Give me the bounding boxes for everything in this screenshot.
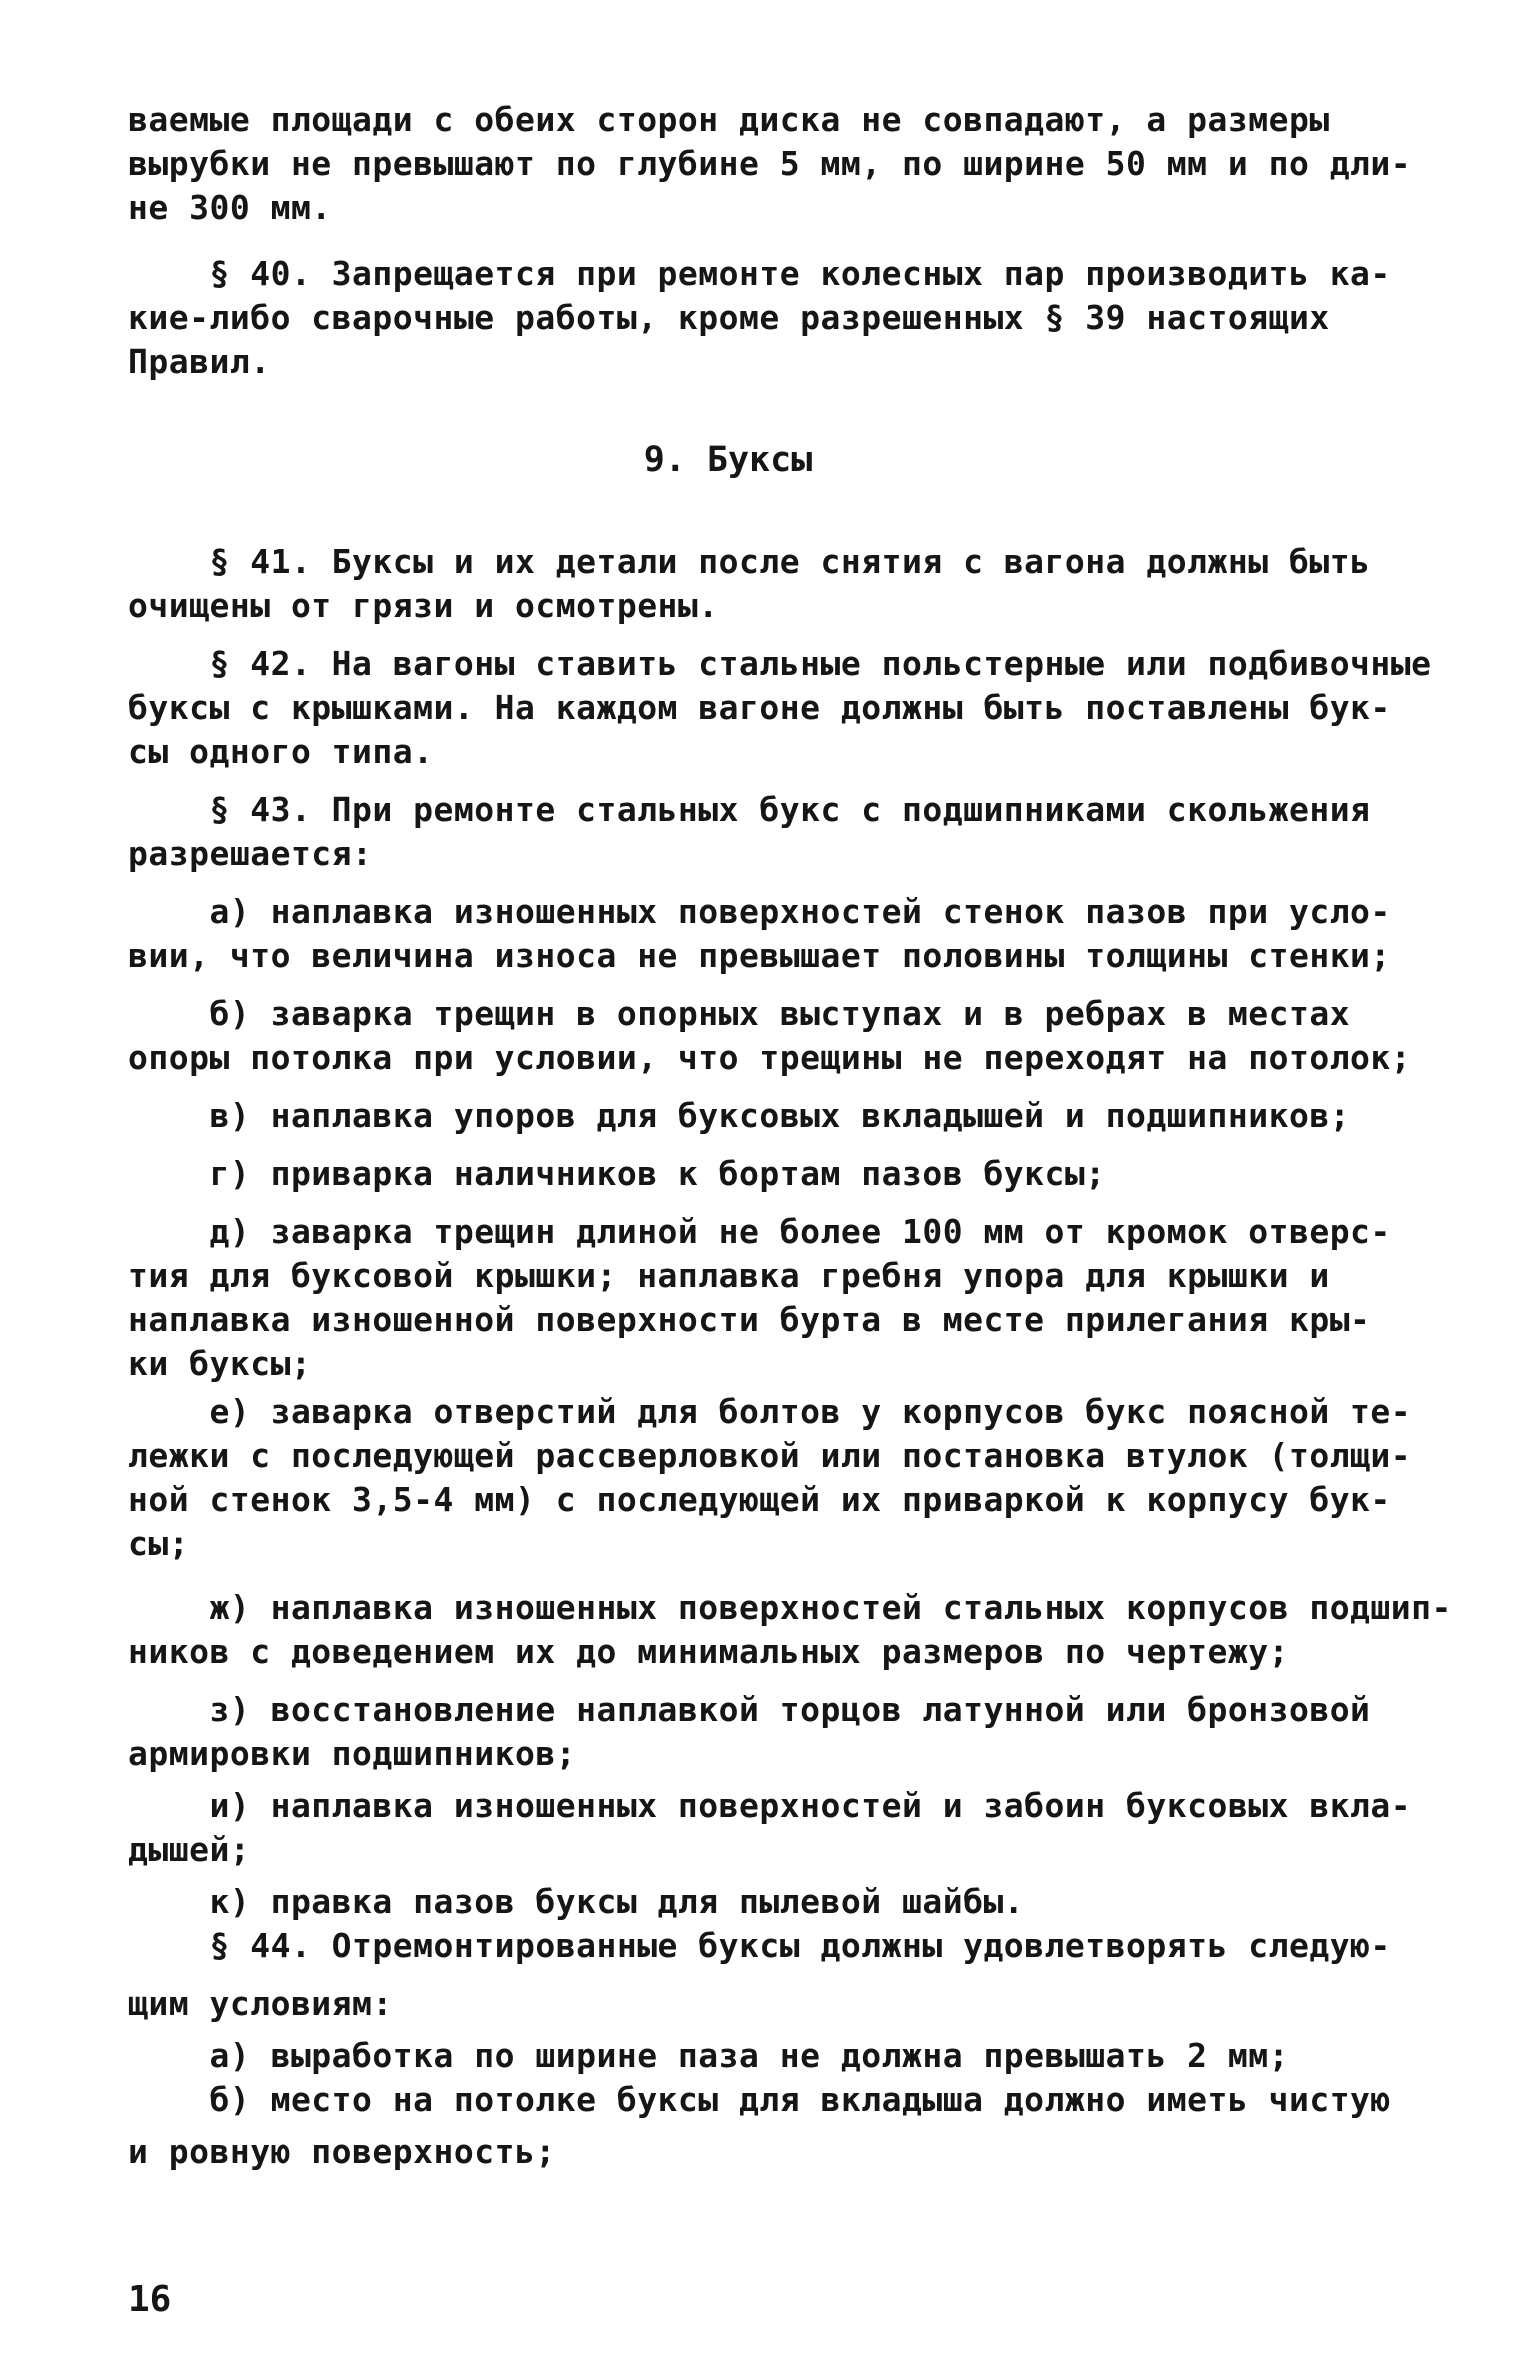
text-line: буксы с крышками. На каждом вагоне должны быть поставлены бук- <box>128 688 1391 727</box>
text-line: и ровную поверхность; <box>128 2132 556 2171</box>
text-line: § 42. На вагоны ставить стальные польстерные или подбивочные <box>128 644 1432 683</box>
text-line: дышей; <box>128 1830 251 1869</box>
text-line: наплавка изношенной поверхности бурта в месте прилегания кры- <box>128 1300 1371 1339</box>
text-line: вии, что величина износа не превышает половины толщины стенки; <box>128 936 1391 975</box>
text-line: кие-либо сварочные работы, кроме разрешенных § 39 настоящих <box>128 298 1330 337</box>
text-line: ников с доведением их до минимальных размеров по чертежу; <box>128 1632 1289 1671</box>
text-line: к) правка пазов буксы для пылевой шайбы. <box>128 1882 1025 1921</box>
text-line: Правил. <box>128 342 271 381</box>
text-line: § 43. При ремонте стальных букс с подшипниками скольжения <box>128 790 1371 829</box>
text-line: опоры потолка при условии, что трещины не переходят на потолок; <box>128 1038 1412 1077</box>
text-line: сы; <box>128 1524 190 1563</box>
text-line: § 40. Запрещается при ремонте колесных пар производить ка- <box>128 254 1391 293</box>
text-line: очищены от грязи и осмотрены. <box>128 586 719 625</box>
text-line: г) приварка наличников к бортам пазов буксы; <box>128 1154 1106 1193</box>
text-line: § 44. Отремонтированные буксы должны удовлетворять следую- <box>128 1926 1391 1965</box>
text-line: а) наплавка изношенных поверхностей стенок пазов при усло- <box>128 892 1391 931</box>
text-line: вырубки не превышают по глубине 5 мм, по ширине 50 мм и по дли- <box>128 144 1412 183</box>
text-line: з) восстановление наплавкой торцов латунной или бронзовой <box>128 1690 1371 1729</box>
text-line: д) заварка трещин длиной не более 100 мм от кромок отверс- <box>128 1212 1391 1251</box>
text-line: щим условиям: <box>128 1984 393 2023</box>
text-line: б) заварка трещин в опорных выступах и в ребрах в местах <box>128 994 1351 1033</box>
text-line: ваемые площади с обеих сторон диска не совпадают, а размеры <box>128 100 1330 139</box>
text-line: в) наплавка упоров для буксовых вкладышей и подшипников; <box>128 1096 1351 1135</box>
text-line: е) заварка отверстий для болтов у корпусов букс поясной те- <box>128 1392 1412 1431</box>
text-line: и) наплавка изношенных поверхностей и забоин буксовых вкла- <box>128 1786 1412 1825</box>
page-number: 16 <box>128 2279 172 2320</box>
text-line: ки буксы; <box>128 1344 312 1383</box>
text-line: ж) наплавка изношенных поверхностей стальных корпусов подшип- <box>128 1588 1452 1627</box>
text-line: армировки подшипников; <box>128 1734 577 1773</box>
section-heading: 9. Буксы <box>643 440 813 480</box>
text-line: а) выработка по ширине паза не должна превышать 2 мм; <box>128 2036 1289 2075</box>
text-line: ной стенок 3,5-4 мм) с последующей их приваркой к корпусу бук- <box>128 1480 1391 1519</box>
text-line: лежки с последующей рассверловкой или постановка втулок (толщи- <box>128 1436 1412 1475</box>
text-line: сы одного типа. <box>128 732 434 771</box>
text-line: разрешается: <box>128 834 373 873</box>
text-line: б) место на потолке буксы для вкладыша должно иметь чистую <box>128 2080 1391 2119</box>
text-line: не 300 мм. <box>128 188 332 227</box>
text-line: § 41. Буксы и их детали после снятия с вагона должны быть <box>128 542 1371 581</box>
text-line: тия для буксовой крышки; наплавка гребня упора для крышки и <box>128 1256 1330 1295</box>
